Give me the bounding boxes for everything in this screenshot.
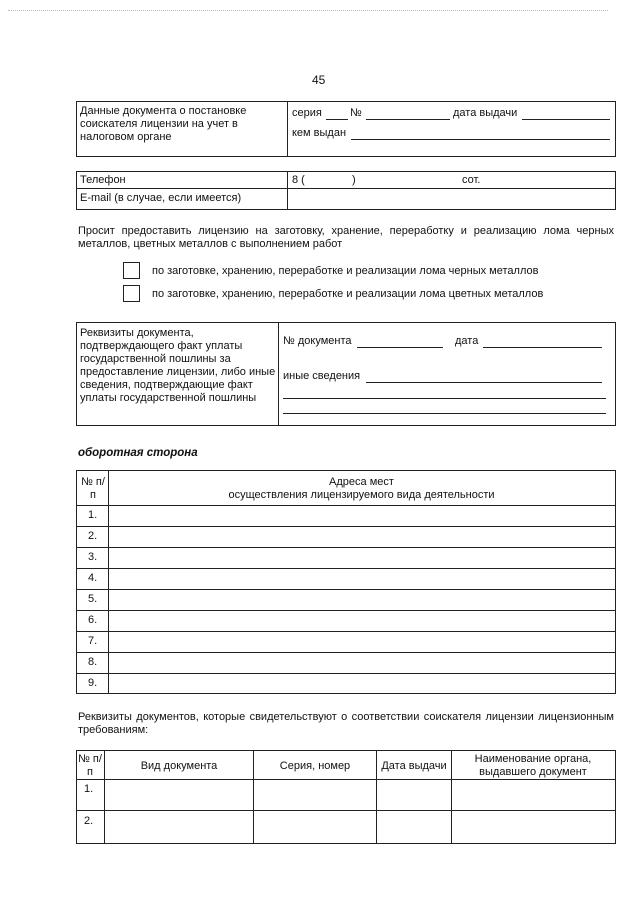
issue-date-field[interactable]: [522, 119, 610, 120]
email-label: E-mail (в случае, если имеется): [80, 192, 242, 204]
issued-by-label: кем выдан: [292, 127, 347, 139]
req-col-divider-4: [451, 750, 452, 843]
issued-by-field[interactable]: [351, 139, 610, 140]
req-col-type-header: Вид документа: [140, 760, 218, 772]
address-row-num: 1.: [88, 509, 98, 521]
request-text: Просит предоставить лицензию на заготовку, хранение, переработку и реализацию лома черных металлов, цветных металлов с выполнением работ: [78, 225, 614, 250]
address-row-field[interactable]: [110, 590, 612, 609]
ferrous-option-label: по заготовке, хранению, переработке и реализации лома черных металлов: [152, 265, 539, 277]
address-row-num: 4.: [88, 572, 98, 584]
mobile-label: сот.: [462, 174, 481, 186]
address-row-field[interactable]: [110, 632, 612, 651]
fee-other-info-label: иные сведения: [283, 370, 361, 382]
req-row-1-num: 1.: [84, 783, 94, 795]
req-col-date-header: Дата выдачи: [381, 760, 447, 772]
req-col-divider-1: [104, 750, 105, 843]
fee-date-field[interactable]: [483, 347, 602, 348]
issue-date-label: дата выдачи: [453, 107, 518, 119]
series-label: серия: [292, 107, 322, 119]
address-row-num: 3.: [88, 551, 98, 563]
address-row-field[interactable]: [110, 548, 612, 567]
fee-other-info-field-2[interactable]: [283, 398, 606, 399]
fee-date-label: дата: [455, 335, 479, 347]
page-number: 45: [312, 73, 326, 87]
nonferrous-option-label: по заготовке, хранению, переработке и реализации лома цветных металлов: [152, 288, 544, 300]
req-col-num-header: № п/п: [78, 753, 102, 778]
tax-doc-label: Данные документа о постановке соискателя лицензии на учет в налоговом органе: [80, 105, 247, 143]
phone-prefix[interactable]: 8 (: [292, 174, 305, 186]
req-col-divider-2: [253, 750, 254, 843]
address-row-field[interactable]: [110, 527, 612, 546]
req-row-divider: [76, 810, 615, 811]
series-field[interactable]: [326, 119, 348, 120]
req-col-divider-3: [376, 750, 377, 843]
address-row-num: 7.: [88, 635, 98, 647]
ferrous-checkbox[interactable]: [123, 262, 140, 279]
fee-other-info-field-3[interactable]: [283, 413, 606, 414]
address-col-num-header: № п/п: [81, 476, 105, 501]
fee-divider: [278, 322, 279, 425]
address-row-field[interactable]: [110, 506, 612, 525]
number-label: №: [350, 107, 362, 119]
fee-other-info-field-1[interactable]: [366, 382, 602, 383]
phone-label: Телефон: [80, 174, 126, 186]
contacts-col-divider: [287, 171, 288, 209]
address-row-num: 9.: [88, 677, 98, 689]
address-row-num: 5.: [88, 593, 98, 605]
number-field[interactable]: [366, 119, 450, 120]
address-row-field[interactable]: [110, 653, 612, 672]
reverse-side-heading: оборотная сторона: [78, 447, 198, 459]
nonferrous-checkbox[interactable]: [123, 285, 140, 302]
phone-close: ): [352, 174, 356, 186]
req-col-series-header: Серия, номер: [279, 760, 351, 772]
req-row-2-num: 2.: [84, 815, 94, 827]
requirements-text: Реквизиты документов, которые свидетельствуют о соответствии соискателя лицензии лицензионным требованиям:: [78, 711, 614, 736]
address-row-num: 8.: [88, 656, 98, 668]
tax-doc-divider: [287, 101, 288, 157]
address-row-num: 2.: [88, 530, 98, 542]
contacts-row-divider: [76, 188, 615, 189]
address-row-field[interactable]: [110, 611, 612, 630]
fee-label: Реквизиты документа, подтверждающего факт уплаты государственной пошлины за предоставление лицензии, либо иные сведения, подтверждающие факт уплаты государственной пошлины: [80, 327, 276, 404]
fee-doc-number-field[interactable]: [357, 347, 443, 348]
address-row-num: 6.: [88, 614, 98, 626]
address-col-divider: [108, 470, 109, 693]
address-col-header-line1: Адреса мест: [329, 476, 394, 488]
req-col-authority-header: Наименование органа, выдавшего документ: [474, 753, 592, 778]
page-top-border: [8, 10, 608, 11]
fee-doc-number-label: № документа: [283, 335, 352, 347]
req-header-divider: [76, 779, 615, 780]
address-row-field[interactable]: [110, 674, 612, 693]
address-col-header-line2: осуществления лицензируемого вида деятельности: [228, 489, 495, 501]
address-row-field[interactable]: [110, 569, 612, 588]
